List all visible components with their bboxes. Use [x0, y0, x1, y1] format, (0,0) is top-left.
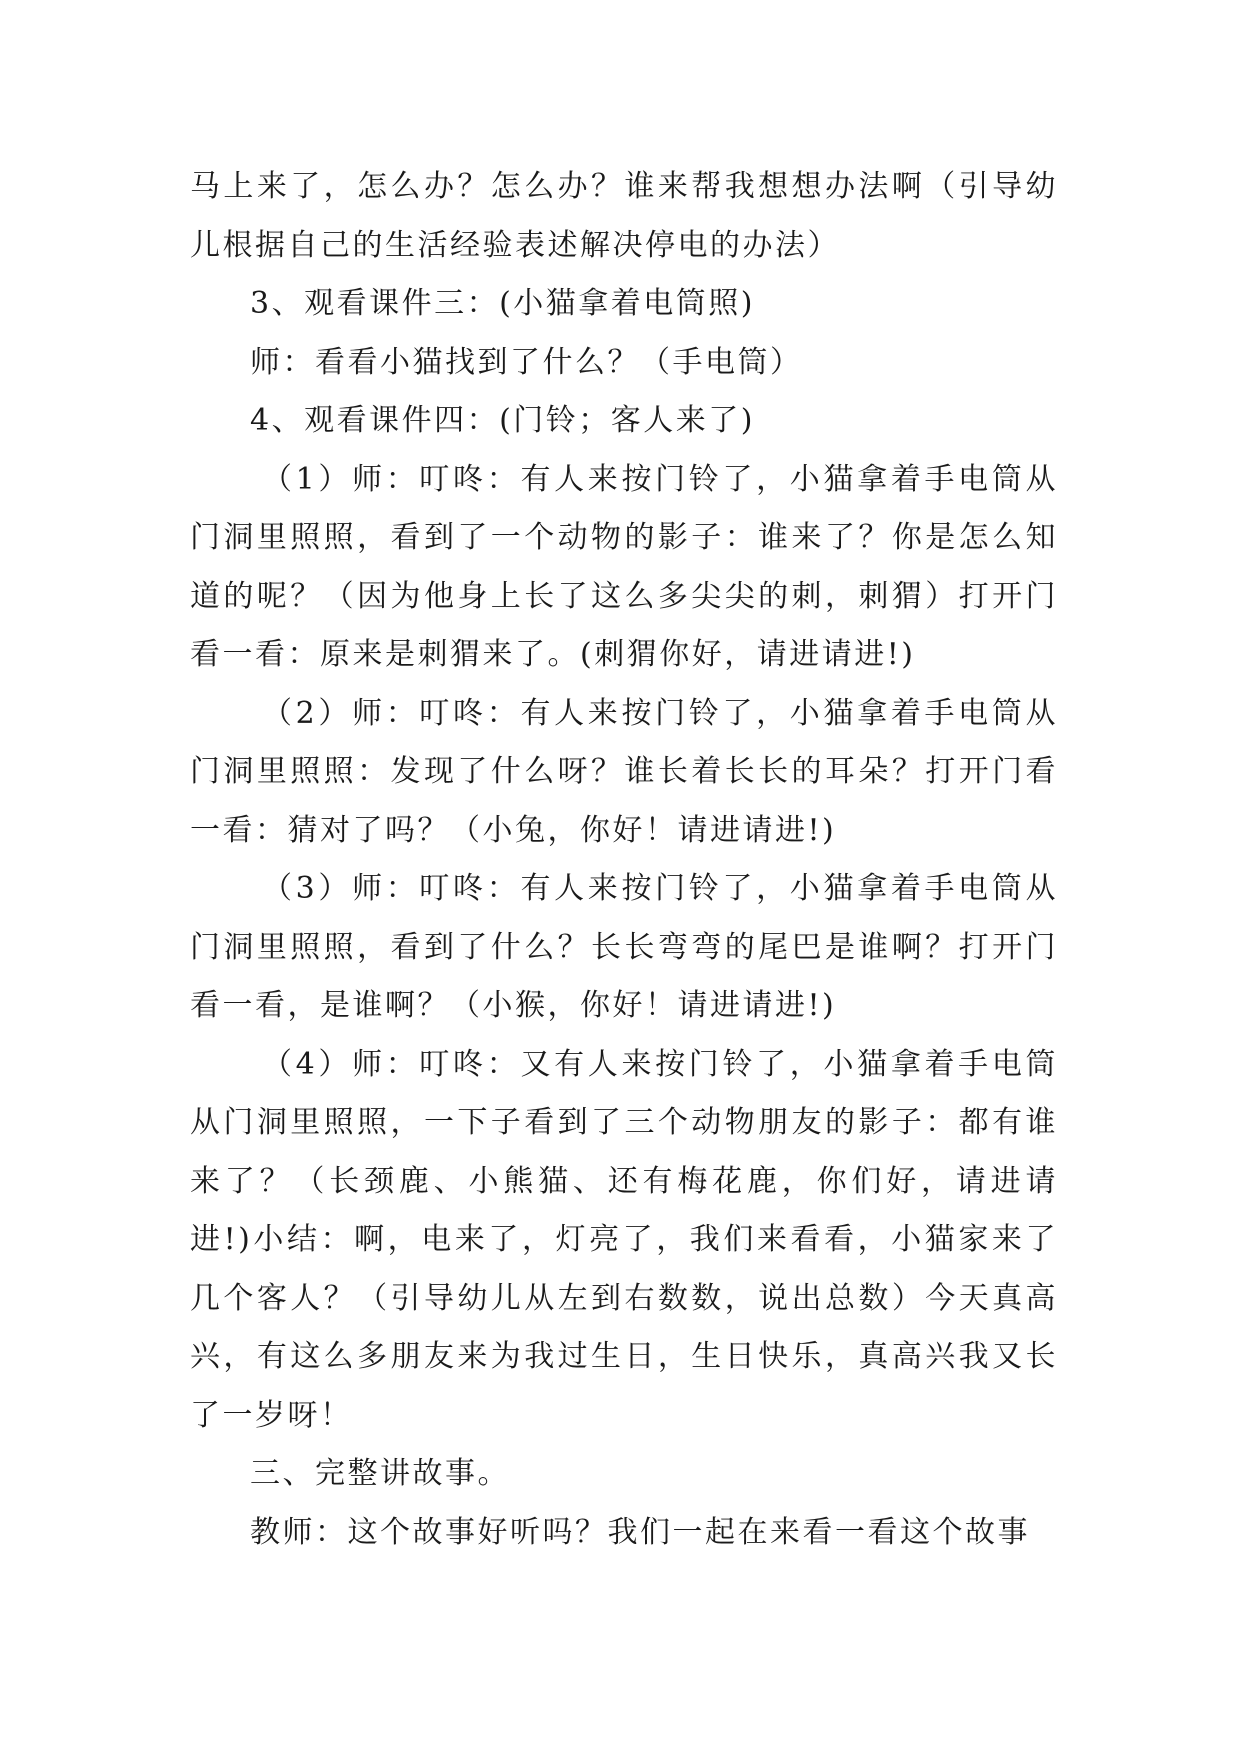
paragraph-section-3-heading: 三、完整讲故事。: [250, 1456, 510, 1491]
paragraph-doorbell-2: （2）师：叮咚：有人来按门铃了，小猫拿着手电筒从门洞里照照：发现了什么呀？谁长着长长的耳朵？打开门看一看：猜对了吗？（小兔，你好！请进请进!): [190, 695, 1058, 848]
paragraph-doorbell-4: （4）师：叮咚：又有人来按门铃了，小猫拿着手电筒从门洞里照照，一下子看到了三个动物朋友的影子：都有谁来了？（长颈鹿、小熊猫、还有梅花鹿，你们好，请进请进!)小结：啊，电来了，灯亮了，我们来看看，小猫家来了几个客人？（引导幼儿从左到右数数，说出总数）今天真高兴，有这么多朋友来为我过生日，生日快乐，真高兴我又长了一岁呀！: [190, 1046, 1058, 1433]
paragraph-intro-continuation: 马上来了，怎么办？怎么办？谁来帮我想想办法啊（引导幼儿根据自己的生活经验表述解决停电的办法）: [190, 169, 1058, 263]
paragraph-teacher-retell: 教师：这个故事好听吗？我们一起在来看一看这个故事: [250, 1514, 1030, 1550]
document-body: [190, 158, 1058, 1562]
paragraph-step-4: 4、观看课件四：(门铃；客人来了): [250, 403, 755, 438]
paragraph-doorbell-1: （1）师：叮咚：有人来按门铃了，小猫拿着手电筒从门洞里照照，看到了一个动物的影子：谁来了？你是怎么知道的呢？（因为他身上长了这么多尖尖的刺，刺猬）打开门看一看：原来是刺猬来了。(刺猬你好，请进请进!): [190, 461, 1058, 672]
paragraph-teacher-flashlight: 师：看看小猫找到了什么？（手电筒）: [250, 344, 803, 380]
paragraph-step-3: 3、观看课件三：(小猫拿着电筒照): [250, 286, 755, 321]
paragraph-doorbell-3: （3）师：叮咚：有人来按门铃了，小猫拿着手电筒从门洞里照照，看到了什么？长长弯弯的尾巴是谁啊？打开门看一看，是谁啊？（小猴，你好！请进请进!): [190, 871, 1058, 1023]
